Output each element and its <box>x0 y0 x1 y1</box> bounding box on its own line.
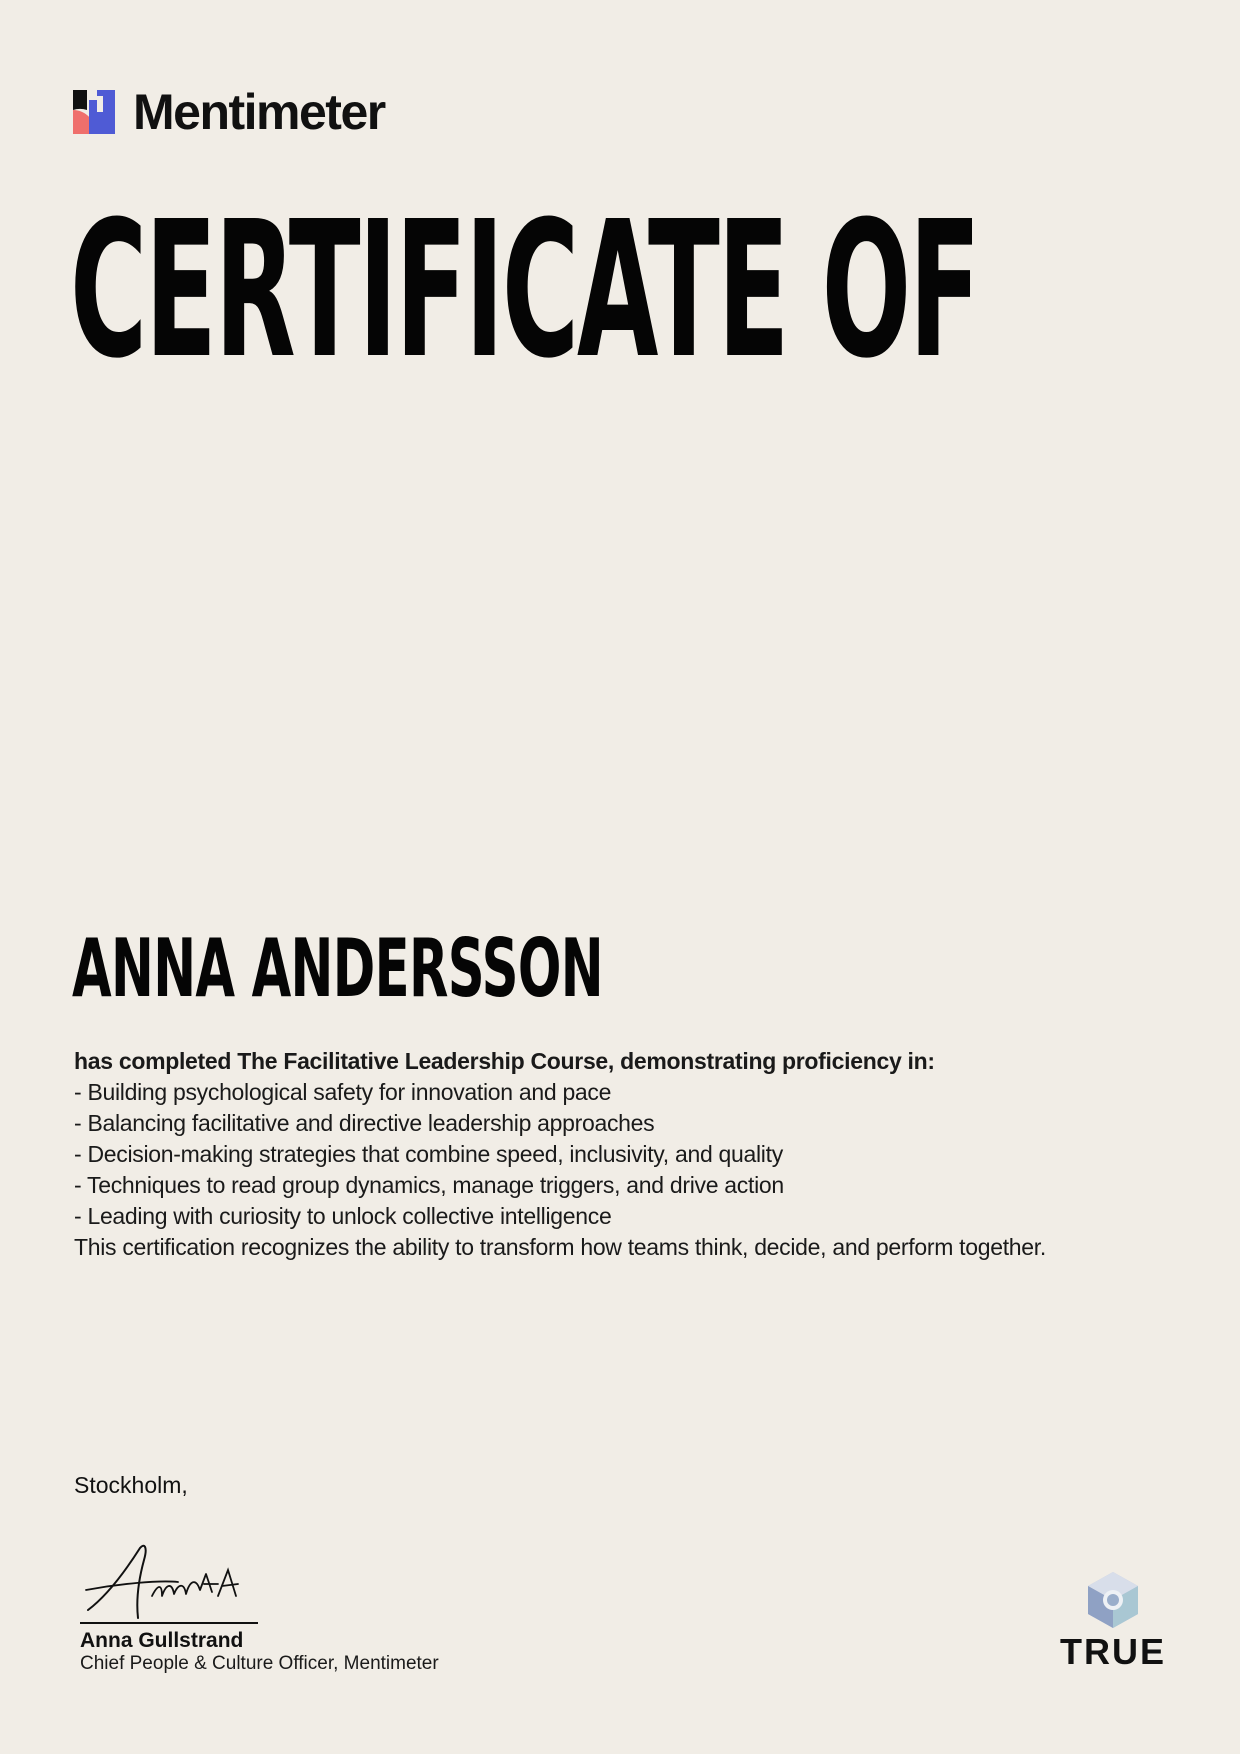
signature-line <box>80 1622 258 1624</box>
issue-place: Stockholm, <box>74 1472 188 1498</box>
proficiency-item: - Building psychological safety for innovation and pace <box>74 1079 612 1105</box>
hexagon-cube-icon <box>1084 1570 1142 1630</box>
signatory-name: Anna Gullstrand <box>80 1629 244 1652</box>
recipient-name: ANNA ANDERSSON <box>72 922 604 1015</box>
certificate-title: CERTIFICATE OF <box>70 181 979 400</box>
completion-statement: has completed The Facilitative Leadership Course, demonstrating proficiency in: <box>74 1048 935 1074</box>
certificate-body <box>74 1046 1104 1263</box>
badge-label: TRUE <box>1060 1631 1166 1672</box>
signature-block <box>78 1540 478 1680</box>
proficiency-item: - Techniques to read group dynamics, manage triggers, and drive action <box>74 1172 784 1198</box>
handwritten-signature <box>78 1540 268 1624</box>
proficiency-item: - Balancing facilitative and directive leadership approaches <box>74 1110 655 1136</box>
proficiency-item: - Leading with curiosity to unlock collective intelligence <box>74 1203 612 1229</box>
true-badge <box>1058 1570 1168 1680</box>
signatory-title: Chief People & Culture Officer, Mentimeter <box>80 1653 439 1674</box>
mentimeter-logo-icon <box>73 90 115 134</box>
brand-name: Mentimeter <box>133 84 385 140</box>
brand-logo <box>73 84 385 140</box>
closing-statement: This certification recognizes the ability to transform how teams think, decide, and perform together. <box>74 1234 1046 1260</box>
proficiency-item: - Decision-making strategies that combine speed, inclusivity, and quality <box>74 1141 783 1167</box>
